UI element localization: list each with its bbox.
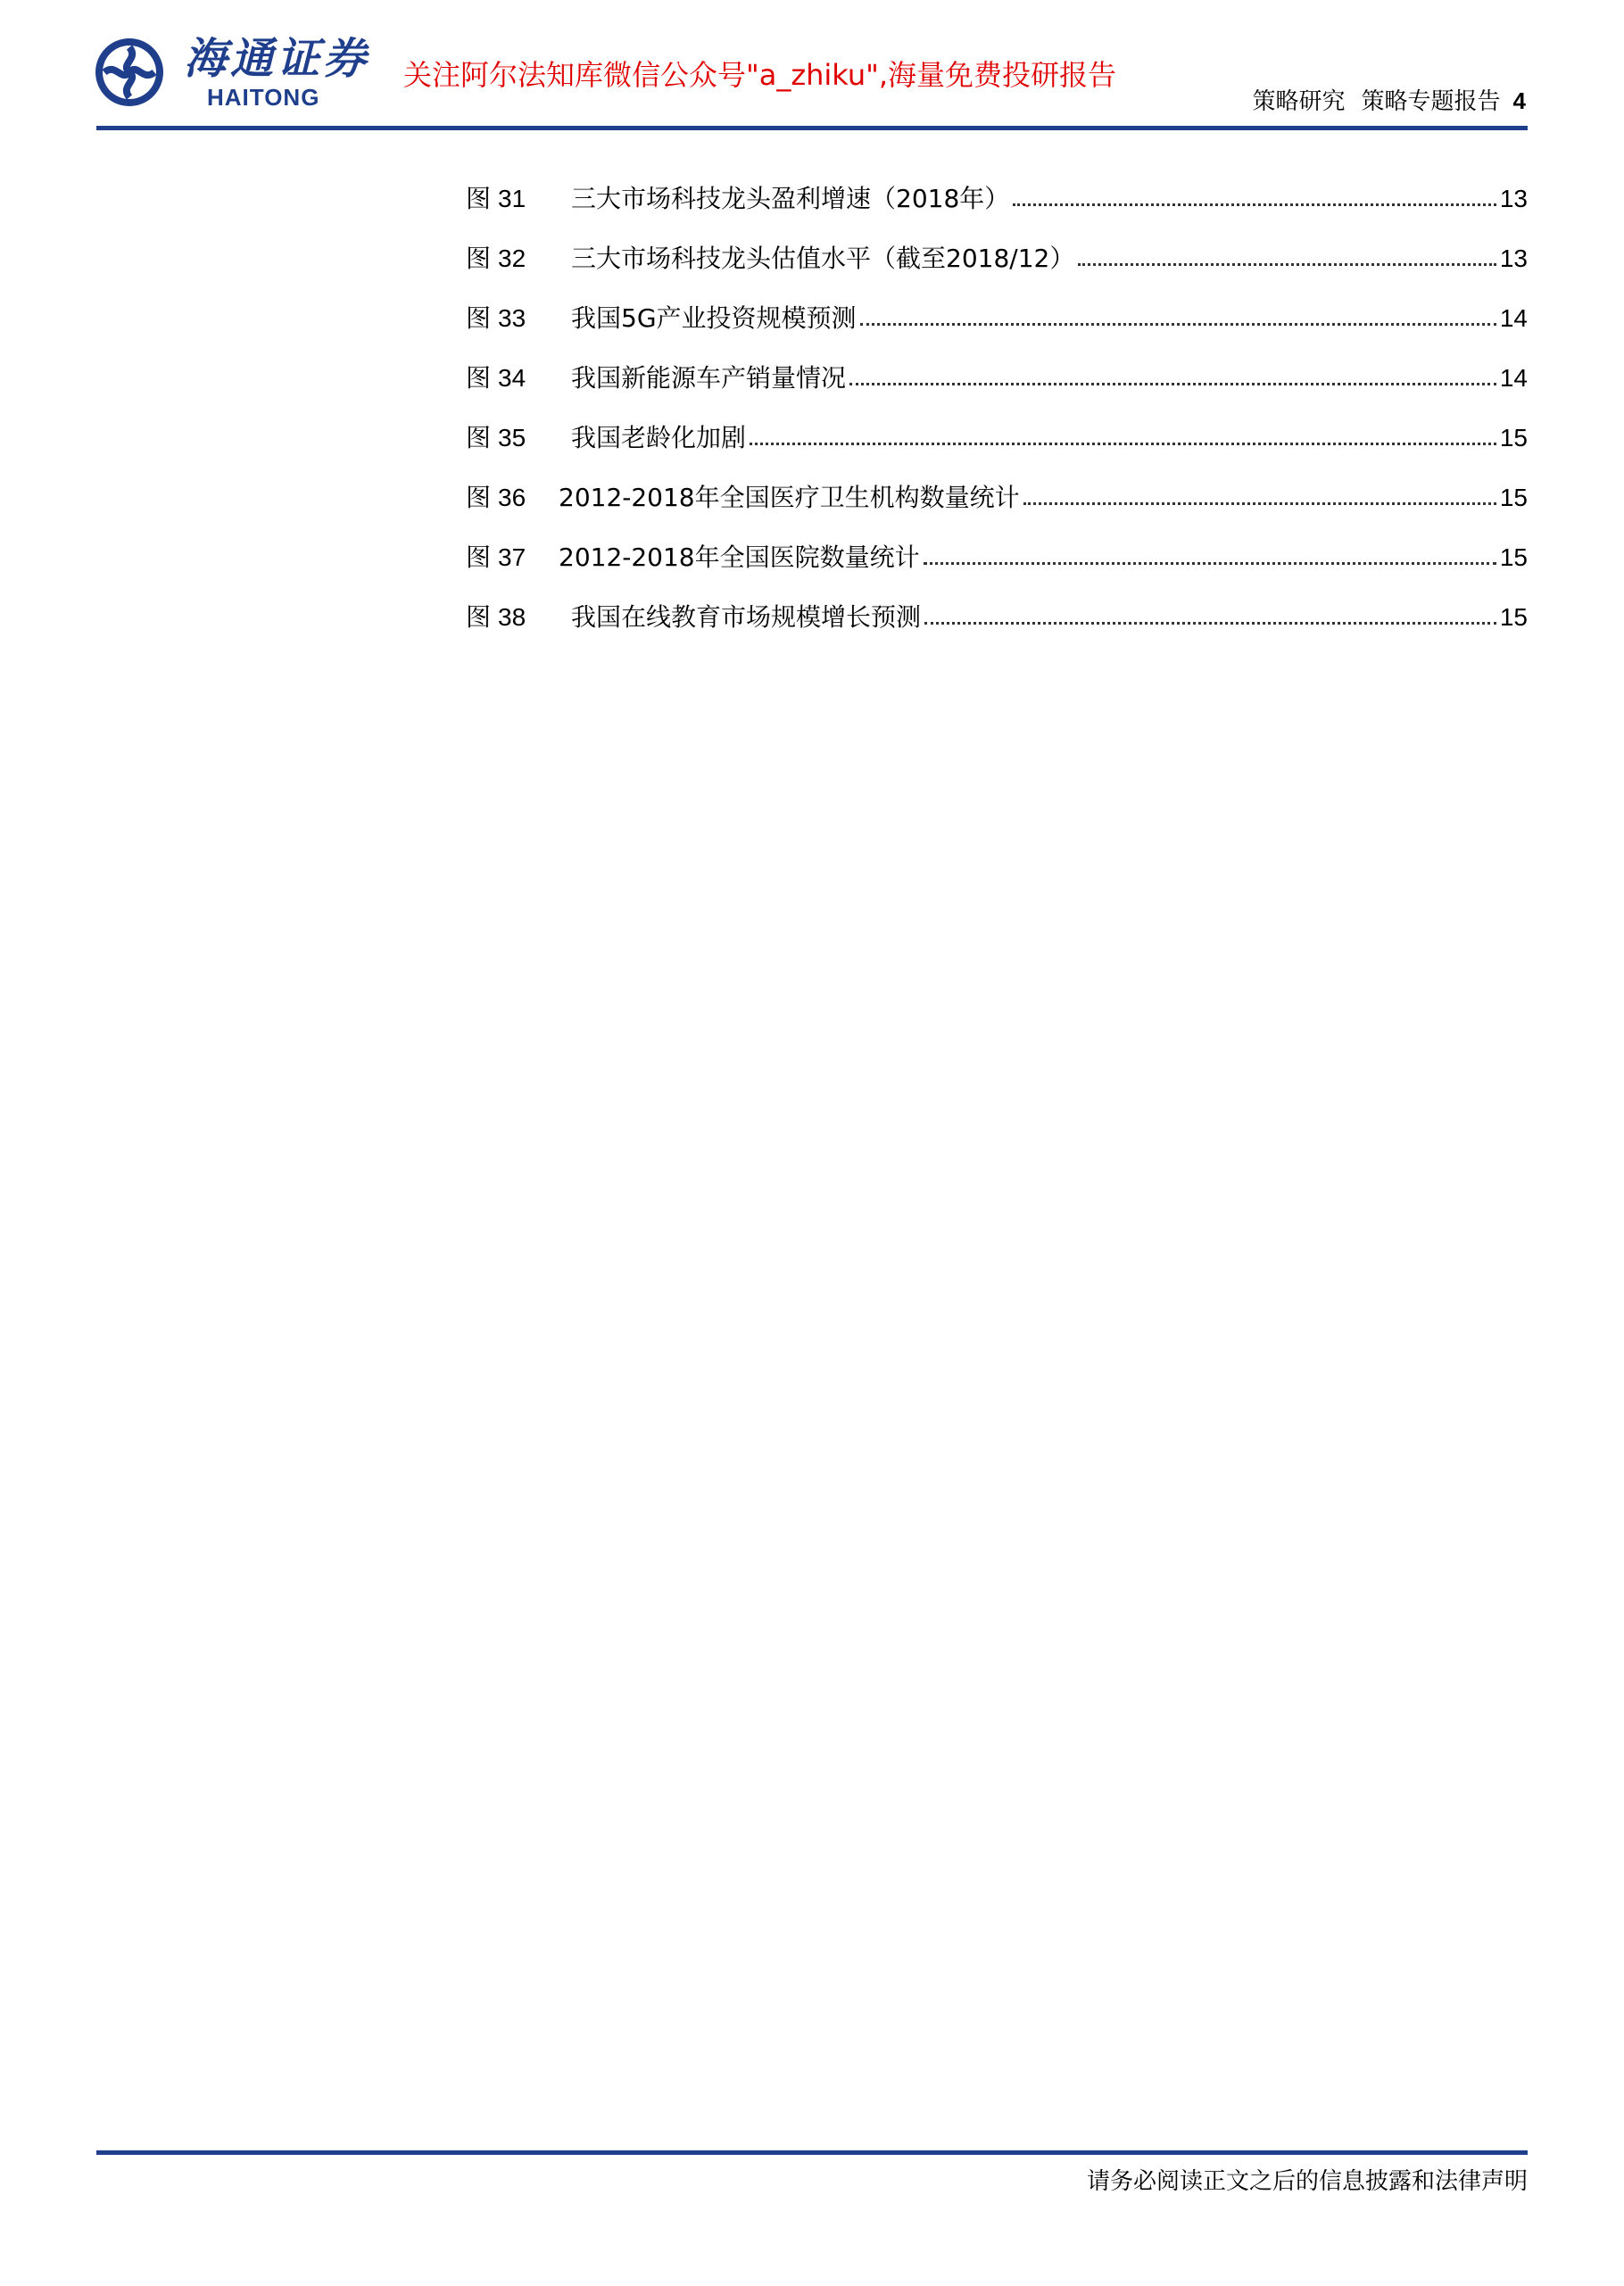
figure-list-item[interactable] <box>466 570 1528 630</box>
leader-dots <box>860 323 1496 326</box>
figure-number <box>466 186 557 211</box>
figure-number <box>466 246 557 271</box>
figure-label: 图 <box>466 423 492 452</box>
figure-page-number: 15 <box>1499 424 1528 451</box>
figure-page-number: 15 <box>1499 603 1528 631</box>
logo-chinese-name: 海通证券 <box>184 34 370 84</box>
figure-number <box>466 423 557 452</box>
figure-num: 32 <box>498 244 526 272</box>
figure-label: 图 <box>466 602 492 632</box>
header-report-info <box>1253 89 1527 113</box>
leader-dots <box>1078 263 1496 266</box>
figure-label: 图 <box>466 303 492 333</box>
leader-dots <box>924 622 1496 625</box>
haitong-logo-icon <box>93 32 166 112</box>
figure-title: 我国5G产业投资规模预测 <box>571 303 857 333</box>
figure-list-item[interactable] <box>466 271 1528 331</box>
figure-title: 三大市场科技龙头盈利增速（2018年） <box>571 184 1010 213</box>
figure-list-item[interactable] <box>466 391 1528 451</box>
figure-num: 38 <box>498 603 526 631</box>
figure-title: 2012-2018年全国医疗卫生机构数量统计 <box>559 483 1020 512</box>
figure-number <box>466 485 557 510</box>
figure-label: 图 <box>466 184 492 213</box>
figure-page-number: 13 <box>1499 185 1528 212</box>
figure-title: 我国新能源车产销量情况 <box>571 363 847 393</box>
leader-dots <box>750 443 1496 445</box>
leader-dots <box>1013 203 1496 206</box>
figure-title: 三大市场科技龙头估值水平（截至2018/12） <box>571 244 1075 273</box>
figure-page-number: 13 <box>1499 244 1528 272</box>
report-type: 策略专题报告 <box>1361 88 1501 115</box>
figure-page-number: 15 <box>1499 543 1528 571</box>
figure-num: 34 <box>498 364 526 392</box>
figure-number <box>466 363 557 393</box>
figure-title: 2012-2018年全国医院数量统计 <box>559 543 920 572</box>
figure-num: 37 <box>498 543 526 571</box>
figure-label: 图 <box>466 244 492 273</box>
leader-dots <box>1023 502 1496 505</box>
figure-number <box>466 303 557 333</box>
figure-num: 36 <box>498 484 526 511</box>
leader-dots <box>849 383 1496 385</box>
promo-watermark: 关注阿尔法知库微信公众号"a_zhiku",海量免费投研报告 <box>403 58 1117 92</box>
figure-page-number: 14 <box>1499 364 1528 392</box>
figure-label: 图 <box>466 363 492 393</box>
figure-list-item[interactable] <box>466 451 1528 510</box>
figure-num: 33 <box>498 304 526 332</box>
footer-divider <box>96 2150 1528 2155</box>
leader-dots <box>924 562 1496 565</box>
figure-number <box>466 545 557 570</box>
logo-english-name: HAITONG <box>207 84 320 111</box>
figure-list-item[interactable] <box>466 331 1528 391</box>
figure-title: 我国在线教育市场规模增长预测 <box>571 602 922 632</box>
page-number: 4 <box>1512 87 1526 114</box>
footer-disclaimer: 请务必阅读正文之后的信息披露和法律声明 <box>1086 2168 1528 2195</box>
figure-page-number: 15 <box>1499 484 1528 511</box>
figure-list <box>466 152 1528 630</box>
figure-num: 31 <box>498 185 526 212</box>
figure-list-item[interactable] <box>466 152 1528 211</box>
header-divider <box>96 126 1528 130</box>
figure-number <box>466 602 557 632</box>
figure-num: 35 <box>498 424 526 451</box>
figure-label: 图 <box>466 543 492 572</box>
figure-label: 图 <box>466 483 492 512</box>
figure-list-item[interactable] <box>466 211 1528 271</box>
figure-list-item[interactable] <box>466 510 1528 570</box>
report-category: 策略研究 <box>1252 88 1346 115</box>
figure-page-number: 14 <box>1499 304 1528 332</box>
figure-title: 我国老龄化加剧 <box>571 423 747 452</box>
